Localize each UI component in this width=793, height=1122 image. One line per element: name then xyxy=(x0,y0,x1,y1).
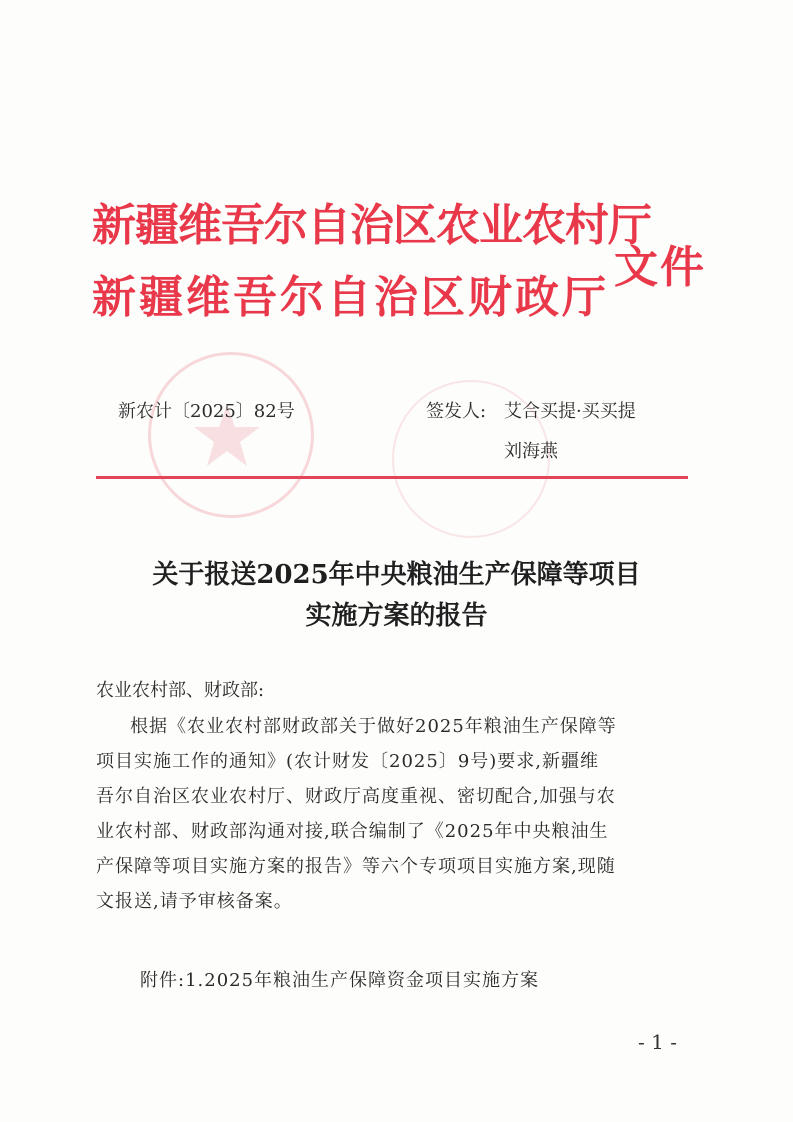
body-line: 根据《农业农村部财政部关于做好2025年粮油生产保障等 xyxy=(130,716,617,737)
signer-name-2: 刘海燕 xyxy=(504,441,558,462)
body-line: 文报送,请予审核备案。 xyxy=(96,891,293,912)
doc-title-line-2: 实施方案的报告 xyxy=(305,601,488,631)
red-divider xyxy=(96,476,688,479)
body-line: 吾尔自治区农业农村厅、财政厅高度重视、密切配合,加强与农 xyxy=(96,786,616,807)
body-line: 产保障等项目实施方案的报告》等六个专项项目实施方案,现随 xyxy=(96,856,616,877)
page-number: - 1 - xyxy=(638,1030,677,1054)
doc-type-label: 文件 xyxy=(614,242,706,293)
issuer-line-2: 新疆维吾尔自治区财政厅 xyxy=(92,272,609,323)
doc-number: 新农计〔2025〕82号 xyxy=(118,401,295,422)
body-line: 业农村部、财政部沟通对接,联合编制了《2025年中央粮油生 xyxy=(96,821,609,842)
attachment-line: 附件:1.2025年粮油生产保障资金项目实施方案 xyxy=(140,970,540,991)
signer-name-1: 艾合买提·买买提 xyxy=(504,401,636,422)
body-line: 项目实施工作的通知》(农计财发〔2025〕9号)要求,新疆维 xyxy=(96,751,600,772)
issuer-line-1: 新疆维吾尔自治区农业农村厅 xyxy=(92,200,651,251)
signer-label: 签发人: xyxy=(426,401,487,422)
doc-title-line-1: 关于报送2025年中央粮油生产保障等项目 xyxy=(152,560,641,590)
salutation: 农业农村部、财政部: xyxy=(96,680,265,701)
